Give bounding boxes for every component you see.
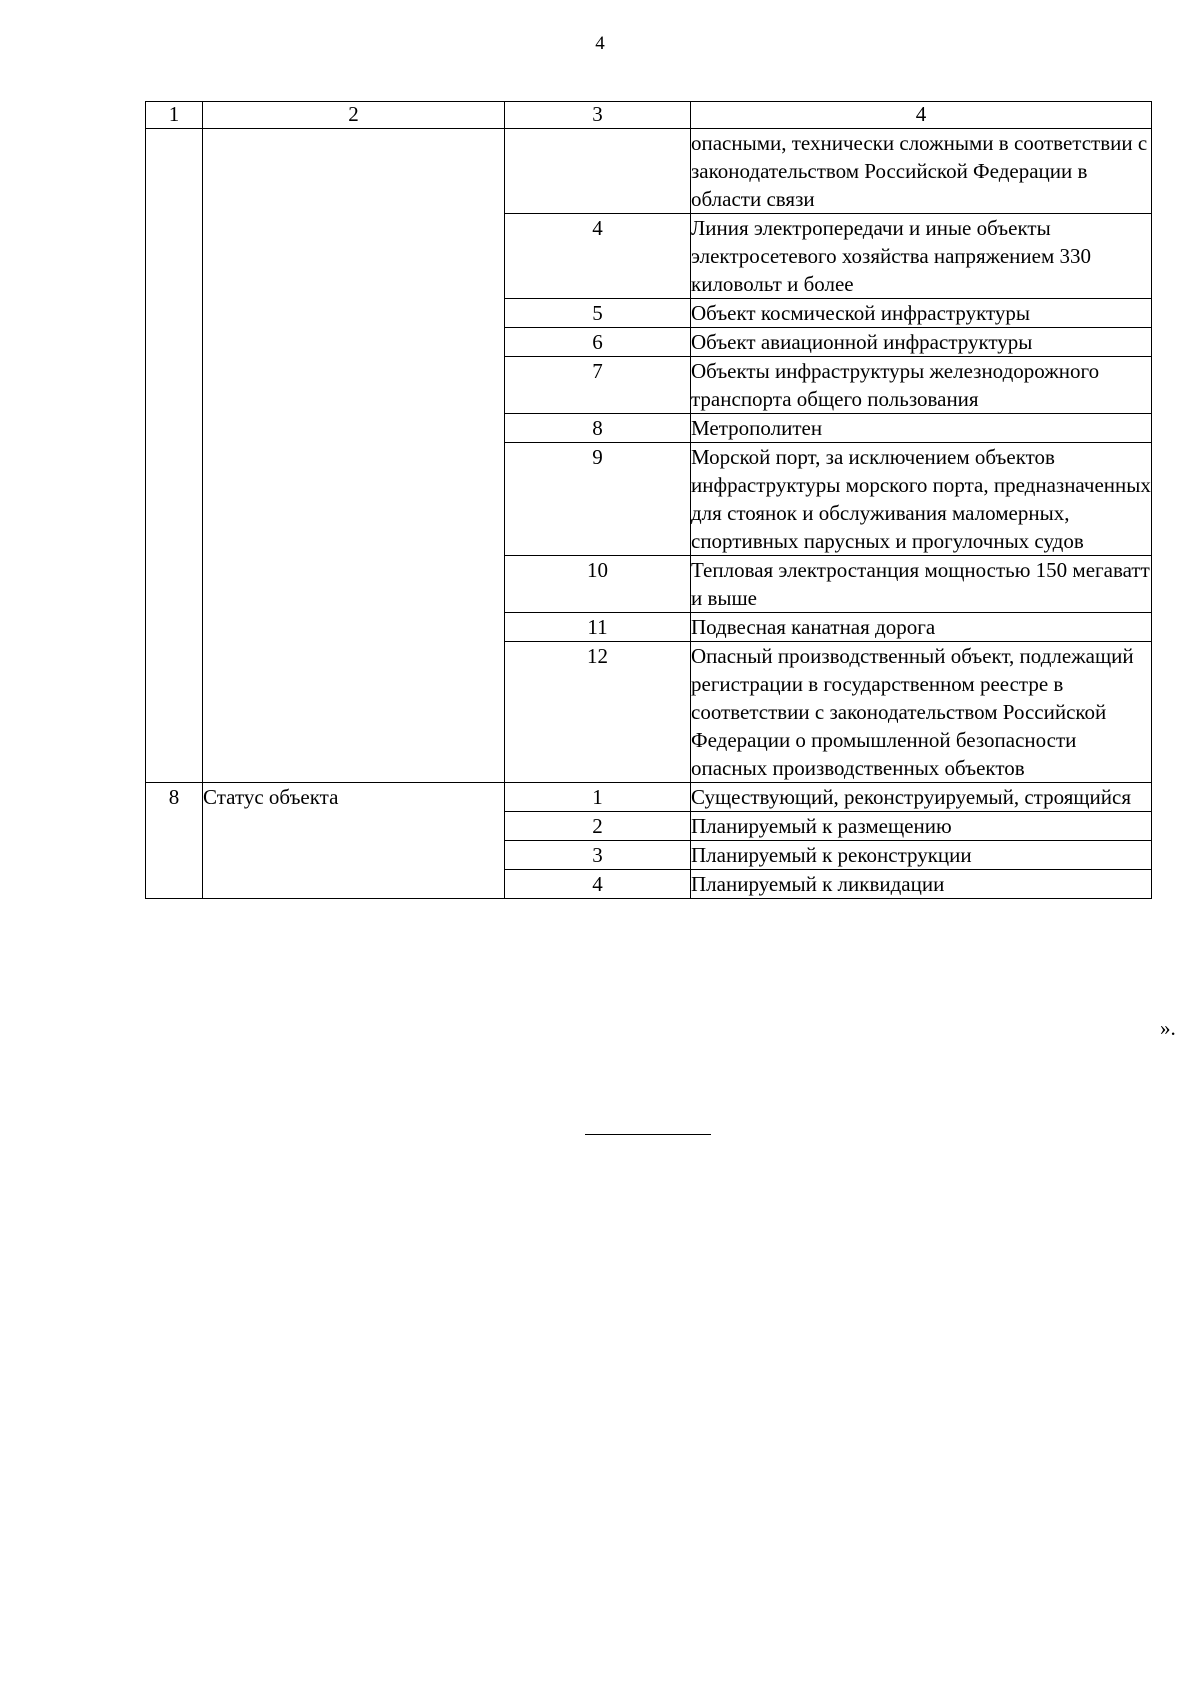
group-name: Статус объекта — [203, 783, 505, 899]
row-text: Опасный производственный объект, подлежащий регистрации в государственном реестре в соответствии с законодательством Российской Федерации о промышленной безопасности опасных производственных объектов — [691, 642, 1152, 783]
table-row — [146, 129, 1152, 214]
row-code: 5 — [505, 299, 691, 328]
page-number: 4 — [595, 33, 605, 54]
classifier-table — [145, 101, 1152, 899]
closing-quote: ». — [1160, 1016, 1176, 1040]
row-text: опасными, технически сложными в соответствии с законодательством Российской Федерации в области связи — [691, 129, 1152, 214]
row-code: 10 — [505, 556, 691, 613]
column-number-3: 3 — [505, 102, 691, 129]
column-number-2: 2 — [203, 102, 505, 129]
group-name-cell — [203, 129, 505, 783]
row-code: 12 — [505, 642, 691, 783]
column-number-4: 4 — [691, 102, 1152, 129]
column-number-1: 1 — [146, 102, 203, 129]
row-text: Объект авиационной инфраструктуры — [691, 328, 1152, 357]
row-code: 6 — [505, 328, 691, 357]
row-text: Метрополитен — [691, 414, 1152, 443]
row-code: 2 — [505, 812, 691, 841]
row-code: 11 — [505, 613, 691, 642]
row-text: Планируемый к размещению — [691, 812, 1152, 841]
row-code: 4 — [505, 214, 691, 299]
row-text: Объекты инфраструктуры железнодорожного транспорта общего пользования — [691, 357, 1152, 414]
row-text: Планируемый к реконструкции — [691, 841, 1152, 870]
row-text: Подвесная канатная дорога — [691, 613, 1152, 642]
row-code: 4 — [505, 870, 691, 899]
end-of-document-rule — [585, 1134, 711, 1135]
group-number-cell — [146, 129, 203, 783]
group-number: 8 — [146, 783, 203, 899]
column-number-row — [146, 102, 1152, 129]
row-text: Морской порт, за исключением объектов инфраструктуры морского порта, предназначенных для стоянок и обслуживания маломерных, спортивных парусных и прогулочных судов — [691, 443, 1152, 556]
row-code: 7 — [505, 357, 691, 414]
row-text: Планируемый к ликвидации — [691, 870, 1152, 899]
row-text: Тепловая электростанция мощностью 150 мегаватт и выше — [691, 556, 1152, 613]
row-code: 9 — [505, 443, 691, 556]
row-text: Линия электропередачи и иные объекты электросетевого хозяйства напряжением 330 киловольт и более — [691, 214, 1152, 299]
row-text: Существующий, реконструируемый, строящийся — [691, 783, 1152, 812]
row-code — [505, 129, 691, 214]
row-text: Объект космической инфраструктуры — [691, 299, 1152, 328]
row-code: 1 — [505, 783, 691, 812]
row-code: 8 — [505, 414, 691, 443]
table-row — [146, 783, 1152, 812]
row-code: 3 — [505, 841, 691, 870]
